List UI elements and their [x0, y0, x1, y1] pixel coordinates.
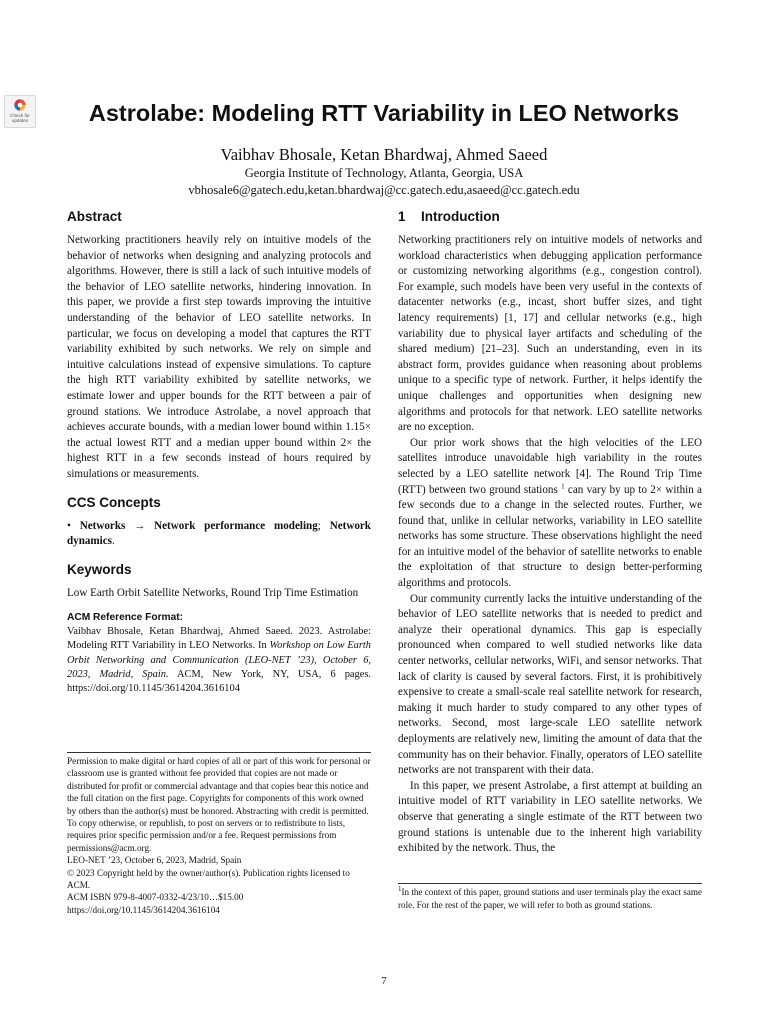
footnote-text: In the context of this paper, ground stations and user terminals play the exact same role. For the rest of the paper, we will refer to both as ground stations. — [398, 887, 702, 910]
left-column — [67, 207, 371, 696]
right-column — [398, 207, 702, 857]
intro-p2-part1: Our prior work shows that the high velocities of the LEO satellites introduce unavoidable high variability in the routes selected by a LEO satellite network [4]. The Round Trip Time (RTT) between two ground stations — [398, 436, 702, 496]
ccs-end: . — [112, 535, 115, 548]
keywords-heading: Keywords — [67, 561, 132, 577]
permission-text: Permission to make digital or hard copies of all or part of this work for personal or classroom use is granted without fee provided that copies are not made or distributed for profit or commercial advantage and that copies bear this notice and the full citation on the first page. Copyrights for components of this work owned by others than the author(s) must be honored. Abstracting with credit is permitted. To copy otherwise, or republish, to post on servers or to redistribute to lists, requires prior specific permission and/or a fee. Request permissions from permissions@acm.org. — [67, 756, 371, 853]
intro-paragraph-4: In this paper, we present Astrolabe, a first attempt at building an intuitive model of RTT variability in LEO satellite networks. We observe that generating a single estimate of the RTT between two ground stations is untenable due to the inherent high variability exhibited by the network. Thus, the — [398, 779, 702, 855]
intro-paragraph-1: Networking practitioners rely on intuitive models of networks and workload characteristics when debugging application performance or customizing networking algorithms (e.g., congestion control). For example, such models have been very useful in the contexts of datacenter networks (e.g., incast, short buffer sizes, and tight latency requirements) [1, 17] and cellular networks (e.g., high variability due to physical layer artifacts and scheduling of the shared medium) [21–23]. Such an understanding, even in its abstract form, provides guidance when reasoning about problems unique to a specific type of network. Further, it helps identify the unique challenges and opportunities when designing new algorithms and protocols for that network. LEO satellite networks are no exception. — [398, 234, 702, 434]
acm-ref-venue: Workshop on Low Earth Orbit Networking and Communication (LEO-NET ’23), October 6, 2023, Madrid, Spain. — [67, 640, 372, 680]
ccs-heading: CCS Concepts — [67, 494, 161, 510]
affiliation: Georgia Institute of Technology, Atlanta, Georgia, USA — [244, 166, 524, 180]
keywords-text: Low Earth Orbit Satellite Networks, Round Trip Time Estimation — [67, 586, 359, 599]
ccs-bullet: • — [67, 519, 71, 532]
abstract-text: Networking practitioners heavily rely on intuitive models of the behavior of networks when designing and analyzing protocols and algorithms. However, there is still a lack of such intuitive models of the behavior of LEO satellite networks, hindering innovation. In this paper, we provide a first step towards improving the intuitive understanding of the behavior of LEO satellite networks. In particular, we focus on developing a model that captures the RTT variability exhibited by such networks. We rely on simple and intuitive calculations instead of expensive simulations. To capture the high RTT variability exhibited by satellite networks, we estimate lower and upper bounds for the RTT between a pair of ground stations. We introduce Astrolabe, a novel approach that achieves accurate bounds, with a median lower bound within 1.15× the actual lowest RTT and a median upper bound within 2× the highest RTT in a few seconds instead of hours required by simulations or measurements. — [67, 234, 371, 480]
badge-label-line1: Check for — [10, 113, 30, 118]
intro-paragraph-2 — [398, 436, 702, 592]
ccs-separator: ; — [317, 519, 321, 532]
intro-heading-text: Introduction — [421, 209, 500, 224]
badge-label-line2: updates — [11, 118, 29, 123]
intro-paragraph-3: Our community currently lacks the intuitive understanding of the behavior of LEO satellite networks that is needed to predict and analyze their operational dynamics. This gap is especially pronounced when compared to well studied networks like data center networks, cellular networks, WiFi, and sensor networks. That lack of clarity is caused by several factors. First, it is prohibitively expensive to create a small-scale real satellite network for research, making it much harder to study compared to any other types of networks. Second, most large-scale LEO satellite network deployments are relatively new, limiting the amount of data that the community has on their behavior. Finally, operators of LEO satellite networks are not transparent with their data. — [398, 592, 702, 777]
acm-ref-part1: Vaibhav Bhosale, Ketan Bhardwaj, Ahmed Saeed. 2023. Astrolabe: Modeling RTT Variability in LEO Networks. In — [67, 626, 371, 652]
permission-isbn: ACM ISBN 979-8-4007-0332-4/23/10…$15.00 — [67, 892, 244, 903]
paper-title: Astrolabe: Modeling RTT Variability in LEO Networks — [88, 100, 680, 126]
permission-doi[interactable]: https://doi.org/10.1145/3614204.3616104 — [67, 904, 220, 915]
authors: Vaibhav Bhosale, Ketan Bhardwaj, Ahmed Saeed — [220, 145, 548, 164]
ccs-term-dynamics: Network dynamics — [67, 519, 371, 548]
acm-ref-part2: ACM, New York, NY, USA, 6 pages. https://doi.org/10.1145/3614204.3616104 — [67, 668, 371, 695]
footnote-area — [398, 883, 702, 911]
footnote — [398, 886, 702, 911]
ccs-term-performance: Network performance modeling — [154, 519, 318, 532]
ccs-term-networks: Networks — [79, 519, 126, 532]
ccs-arrow: → — [134, 519, 146, 532]
acm-ref-text — [67, 625, 371, 696]
permission-block — [67, 752, 371, 916]
abstract-heading: Abstract — [67, 209, 122, 224]
intro-heading — [398, 207, 702, 227]
permission-copyright: © 2023 Copyright held by the owner/author(s). Publication rights licensed to ACM. — [67, 867, 350, 891]
emails: vbhosale6@gatech.edu,ketan.bhardwaj@cc.gatech.edu,asaeed@cc.gatech.edu — [188, 183, 580, 197]
ccs-concepts — [67, 519, 371, 550]
footnote-mark: 1 — [398, 884, 402, 893]
page-number: 7 — [381, 975, 387, 987]
acm-ref-heading: ACM Reference Format: — [67, 612, 184, 624]
permission-venue: LEO-NET ’23, October 6, 2023, Madrid, Spain — [67, 855, 242, 866]
intro-p2-part2: can vary by up to 2× within a few seconds due to a change in the selected routes. Further, we found that, unlike in cellular networks, variability in LEO satellite networks has some structure. These observations highlight the need for an intuitive model of the behavior of satellite networks to enable the exploitation of that structure to design better-performing algorithms and protocols. — [398, 483, 702, 590]
intro-section-number: 1 — [398, 209, 406, 224]
footnote-ref[interactable]: 1 — [561, 481, 565, 490]
